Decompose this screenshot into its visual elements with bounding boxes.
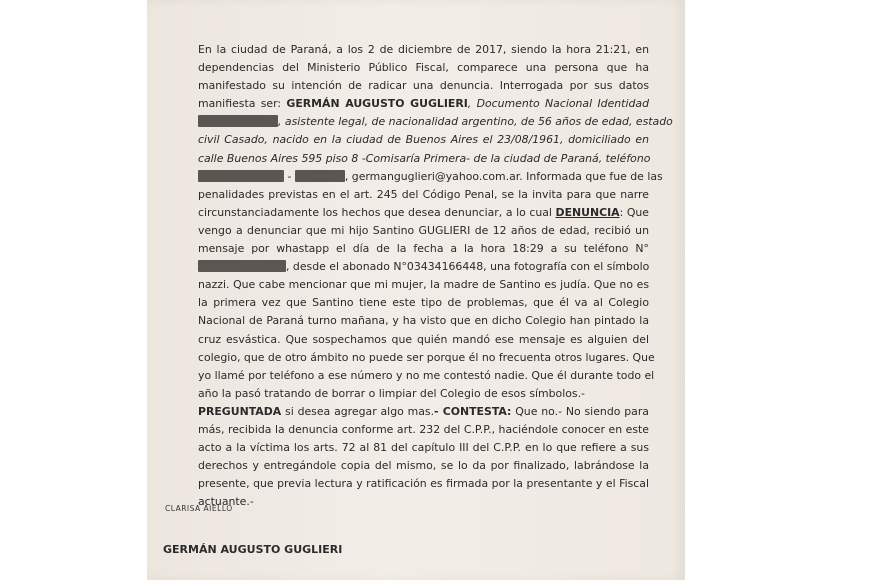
text-segment: la primera vez que Santino tiene este tipo de problemas, que él va al Colegio	[198, 296, 649, 310]
text-segment: DENUNCIA	[555, 205, 620, 219]
text-line	[198, 204, 649, 222]
text-segment: colegio, que de otro ámbito no puede ser porque él no frecuenta otros lugares. Que	[198, 350, 655, 364]
text-segment: derechos y entregándole copia del mismo, se lo da por finalizado, labrándose la	[198, 459, 649, 473]
text-segment: mensaje por whastapp el día de la fecha a la hora 18:29 a su teléfono N°	[198, 242, 649, 256]
redaction-block	[198, 170, 284, 182]
text-line	[198, 41, 649, 59]
text-line	[198, 403, 649, 421]
redaction-block	[198, 115, 278, 127]
text-segment: En la ciudad de Paraná, a los 2 de diciembre de 2017, siendo la hora 21:21, en	[198, 43, 649, 56]
text-line	[198, 186, 649, 204]
text-segment: acto a la víctima los arts. 72 al 81 del capítulo III del C.P.P. en lo que refiere a sus	[198, 441, 649, 455]
text-line	[198, 258, 649, 276]
text-segment: , desde el abonado N°03434166448, una fotografía con el símbolo	[286, 260, 650, 274]
text-segment: , Documento Nacional Identidad	[467, 97, 649, 111]
text-line	[198, 150, 649, 168]
text-segment: calle Buenos Aires 595 piso 8 -Comisaría Primera- de la ciudad de Paraná, teléfono	[198, 151, 651, 165]
text-segment: Que no.- No siendo para	[511, 404, 649, 418]
text-line	[198, 113, 673, 131]
redaction-block	[295, 170, 345, 182]
text-segment: manifiesta ser:	[198, 97, 287, 111]
text-line	[198, 95, 649, 113]
text-line	[198, 439, 649, 457]
text-line	[198, 331, 649, 349]
text-segment: PREGUNTADA	[198, 404, 282, 418]
text-segment: cruz esvástica. Que sospechamos que quién mandó ese mensaje es alguien del	[198, 332, 649, 346]
text-segment: dependencias del Ministerio Público Fiscal, comparece una persona que ha	[198, 61, 649, 75]
text-line	[198, 294, 649, 312]
text-segment: Nacional de Paraná turno mañana, y ha visto que en dicho Colegio han pintado la	[198, 314, 649, 328]
text-line	[198, 421, 649, 439]
document-page	[147, 0, 685, 580]
official-name: CLARISA AIELLO	[165, 504, 233, 513]
text-segment: penalidades previstas en el art. 245 del Código Penal, se la invita para que narre	[198, 187, 649, 201]
redaction-block	[198, 260, 286, 272]
text-segment: circunstanciadamente los hechos que desea denunciar, a lo cual	[198, 205, 556, 219]
text-segment: : Que	[619, 205, 649, 219]
text-segment: civil Casado, nacido en la ciudad de Buenos Aires el 23/08/1961, domiciliado en	[198, 133, 649, 147]
text-segment: si desea agregar algo mas.	[281, 404, 435, 418]
text-line	[198, 222, 649, 240]
text-line	[198, 475, 649, 493]
text-line	[198, 349, 655, 367]
text-segment: presente, que previa lectura y ratificación es firmada por la presentante y el Fiscal	[198, 477, 649, 491]
text-line	[198, 240, 649, 258]
text-line	[198, 312, 649, 330]
text-line	[198, 385, 649, 403]
text-segment: - CONTESTA:	[434, 404, 512, 418]
text-line	[198, 276, 649, 294]
text-segment: -	[284, 169, 295, 183]
text-segment: más, recibida la denuncia conforme art. 232 del C.P.P., haciéndole conocer en este	[198, 422, 649, 436]
text-segment: yo llamé por teléfono a ese número y no me contestó nadie. Que él durante todo el	[198, 368, 655, 382]
text-line	[198, 493, 649, 511]
text-segment: GERMÁN AUGUSTO GUGLIERI	[286, 97, 468, 111]
text-line	[198, 367, 655, 385]
text-segment: , asistente legal, de nacionalidad argentino, de 56 años de edad, estado	[278, 115, 673, 129]
text-line	[198, 168, 663, 186]
text-line	[198, 131, 649, 149]
text-segment: año la pasó tratando de borrar o limpiar del Colegio de esos símbolos.-	[198, 386, 585, 400]
text-segment: nazzi. Que cabe mencionar que mi mujer, la madre de Santino es judía. Que no es	[198, 278, 649, 292]
text-line	[198, 77, 649, 95]
text-segment: actuante.-	[198, 495, 254, 509]
text-segment: , germanguglieri@yahoo.com.ar. Informada que fue de las	[344, 169, 663, 183]
text-segment: manifestado su intención de radicar una denuncia. Interrogada por sus datos	[198, 79, 649, 93]
text-line	[198, 59, 649, 77]
text-segment: vengo a denunciar que mi hijo Santino GUGLIERI de 12 años de edad, recibió un	[198, 223, 649, 237]
signatory-name: GERMÁN AUGUSTO GUGLIERI	[163, 543, 343, 556]
denuncia-body	[198, 41, 673, 511]
text-line	[198, 457, 649, 475]
